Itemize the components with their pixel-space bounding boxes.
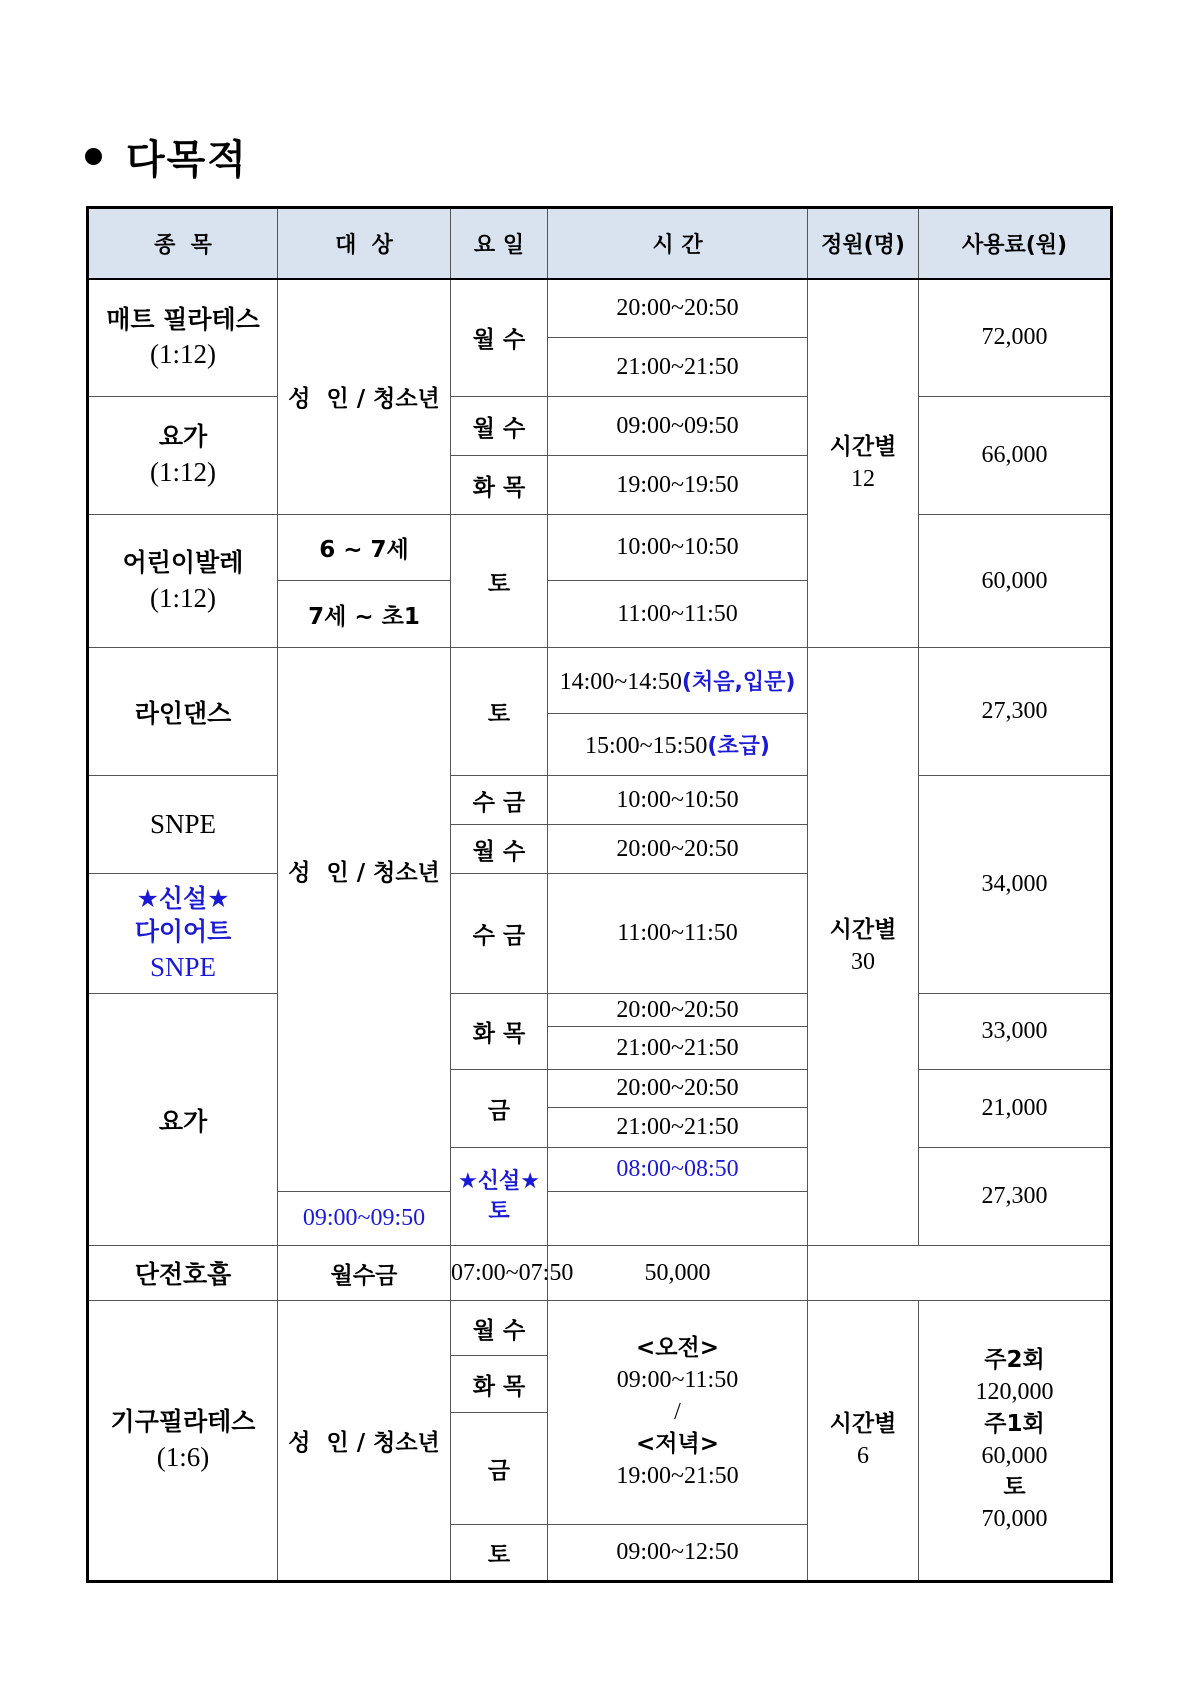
capacity-value: 30 bbox=[851, 948, 875, 975]
time-cell: 10:00~10:50 bbox=[548, 776, 808, 825]
program-ratio: (1:12) bbox=[150, 582, 216, 613]
fee-label: 토 bbox=[1003, 1474, 1026, 1501]
day-cell: 화 목 bbox=[451, 456, 548, 515]
capacity-cell bbox=[808, 1301, 919, 1582]
program-name: 요가 bbox=[158, 422, 208, 452]
time-value: 15:00~15:50 bbox=[585, 733, 708, 759]
program-ratio: (1:12) bbox=[150, 339, 216, 370]
day-cell: 화 목 bbox=[451, 994, 548, 1070]
target-cell: 6 ~ 7세 bbox=[278, 515, 451, 581]
time-cell: 08:00~08:50 bbox=[548, 1148, 808, 1192]
header-day: 요 일 bbox=[451, 208, 548, 279]
target-cell: 성 인 / 청소년 bbox=[278, 1301, 451, 1582]
table-row bbox=[88, 994, 1112, 1027]
time-cell: 10:00~10:50 bbox=[548, 515, 808, 581]
target-cell: 성 인 / 청소년 bbox=[278, 648, 451, 1192]
capacity-cell bbox=[808, 648, 919, 1246]
table-row bbox=[88, 1246, 1112, 1301]
am-time: 09:00~11:50 bbox=[616, 1366, 739, 1393]
day-cell: 월 수 bbox=[451, 1301, 548, 1356]
program-equipment-pilates bbox=[88, 1301, 278, 1582]
pm-label: <저녁> bbox=[636, 1430, 719, 1457]
program-danjeon: 단전호흡 bbox=[88, 1246, 278, 1301]
program-ratio: (1:12) bbox=[150, 457, 216, 488]
day-cell: 월 수 bbox=[451, 279, 548, 397]
fee-label: 주2회 bbox=[984, 1347, 1045, 1374]
program-line-dance: 라인댄스 bbox=[88, 648, 278, 776]
bullet-icon bbox=[85, 148, 102, 165]
time-cell bbox=[548, 1301, 808, 1525]
fee-cell: 27,300 bbox=[919, 648, 1112, 776]
fee-cell bbox=[919, 1301, 1112, 1582]
time-cell bbox=[548, 648, 808, 714]
day-cell: 화 목 bbox=[451, 1356, 548, 1413]
time-cell bbox=[548, 714, 808, 776]
header-capacity: 정원(명) bbox=[808, 208, 919, 279]
table-row bbox=[88, 648, 1112, 714]
table-row bbox=[88, 1301, 1112, 1356]
fee-cell: 50,000 bbox=[548, 1246, 808, 1301]
program-yoga: 요가 bbox=[88, 994, 278, 1246]
fee-cell: 21,000 bbox=[919, 1070, 1112, 1148]
program-diet-snpe bbox=[88, 874, 278, 994]
program-sub: SNPE bbox=[149, 952, 217, 983]
time-cell: 20:00~20:50 bbox=[548, 1070, 808, 1108]
day-cell: 토 bbox=[451, 648, 548, 776]
fee-value: 70,000 bbox=[981, 1506, 1048, 1533]
day-cell: 수 금 bbox=[451, 874, 548, 994]
time-value: 14:00~14:50 bbox=[559, 669, 682, 695]
fee-cell: 27,300 bbox=[919, 1148, 1112, 1246]
fee-cell: 60,000 bbox=[919, 515, 1112, 648]
fee-label: 주1회 bbox=[984, 1410, 1045, 1437]
capacity-cell bbox=[808, 279, 919, 648]
program-name: 어린이발레 bbox=[122, 547, 244, 577]
time-separator: / bbox=[674, 1399, 681, 1426]
section-title bbox=[85, 128, 248, 184]
table-header-row bbox=[88, 208, 1112, 279]
day-cell: 수 금 bbox=[451, 776, 548, 825]
section-title-text: 다목적 bbox=[126, 136, 248, 183]
fee-cell: 66,000 bbox=[919, 397, 1112, 515]
time-cell: 11:00~11:50 bbox=[548, 581, 808, 648]
time-cell: 21:00~21:50 bbox=[548, 1108, 808, 1148]
day-cell: 월 수 bbox=[451, 397, 548, 456]
table-row bbox=[88, 776, 1112, 825]
header-category: 종 목 bbox=[88, 208, 278, 279]
header-time: 시 간 bbox=[548, 208, 808, 279]
capacity-label: 시간별 bbox=[829, 1410, 897, 1437]
day-cell: 금 bbox=[451, 1070, 548, 1148]
fee-cell: 34,000 bbox=[919, 776, 1112, 994]
program-name: 다이어트 bbox=[134, 917, 232, 947]
day-value: 토 bbox=[488, 1198, 510, 1224]
fee-value: 60,000 bbox=[981, 1442, 1048, 1469]
table-row bbox=[88, 515, 1112, 581]
program-snpe: SNPE bbox=[88, 776, 278, 874]
time-cell: 09:00~09:50 bbox=[548, 397, 808, 456]
new-badge: ★신설★ bbox=[136, 883, 230, 913]
time-cell: 11:00~11:50 bbox=[548, 874, 808, 994]
time-cell: 09:00~09:50 bbox=[278, 1192, 451, 1246]
am-label: <오전> bbox=[636, 1334, 719, 1361]
pm-time: 19:00~21:50 bbox=[616, 1462, 739, 1489]
day-cell: 토 bbox=[451, 515, 548, 648]
table-row bbox=[88, 397, 1112, 456]
program-name: 기구필라테스 bbox=[110, 1407, 256, 1437]
day-cell: 월 수 bbox=[451, 825, 548, 874]
capacity-label: 시간별 bbox=[829, 433, 897, 460]
time-cell: 21:00~21:50 bbox=[548, 338, 808, 397]
fee-cell: 72,000 bbox=[919, 279, 1112, 397]
time-cell: 21:00~21:50 bbox=[548, 1027, 808, 1070]
target-cell: 7세 ~ 초1 bbox=[278, 581, 451, 648]
day-cell-new-saturday bbox=[451, 1148, 548, 1246]
program-yoga bbox=[88, 397, 278, 515]
time-cell: 20:00~20:50 bbox=[548, 994, 808, 1027]
capacity-label: 시간별 bbox=[829, 916, 897, 943]
day-cell: 토 bbox=[451, 1525, 548, 1582]
program-name: 매트 필라테스 bbox=[106, 304, 260, 334]
day-cell: 월수금 bbox=[278, 1246, 451, 1301]
time-note: (처음,입문) bbox=[681, 670, 796, 695]
program-kids-ballet bbox=[88, 515, 278, 648]
new-badge: ★신설★ bbox=[458, 1168, 540, 1194]
time-cell: 20:00~20:50 bbox=[548, 279, 808, 338]
time-cell: 09:00~12:50 bbox=[548, 1525, 808, 1582]
fee-value: 120,000 bbox=[975, 1379, 1054, 1406]
capacity-value: 6 bbox=[857, 1442, 869, 1469]
program-ratio: (1:6) bbox=[156, 1442, 210, 1473]
program-mat-pilates bbox=[88, 279, 278, 397]
header-target: 대 상 bbox=[278, 208, 451, 279]
time-cell: 19:00~19:50 bbox=[548, 456, 808, 515]
capacity-value: 12 bbox=[851, 465, 875, 492]
day-cell: 금 bbox=[451, 1413, 548, 1525]
table-row bbox=[88, 279, 1112, 338]
schedule-table bbox=[86, 206, 1113, 1583]
target-cell: 성 인 / 청소년 bbox=[278, 279, 451, 515]
header-fee: 사용료(원) bbox=[919, 208, 1112, 279]
time-cell: 07:00~07:50 bbox=[451, 1246, 548, 1301]
time-cell: 20:00~20:50 bbox=[548, 825, 808, 874]
time-note: (초급) bbox=[707, 734, 770, 759]
fee-cell: 33,000 bbox=[919, 994, 1112, 1070]
